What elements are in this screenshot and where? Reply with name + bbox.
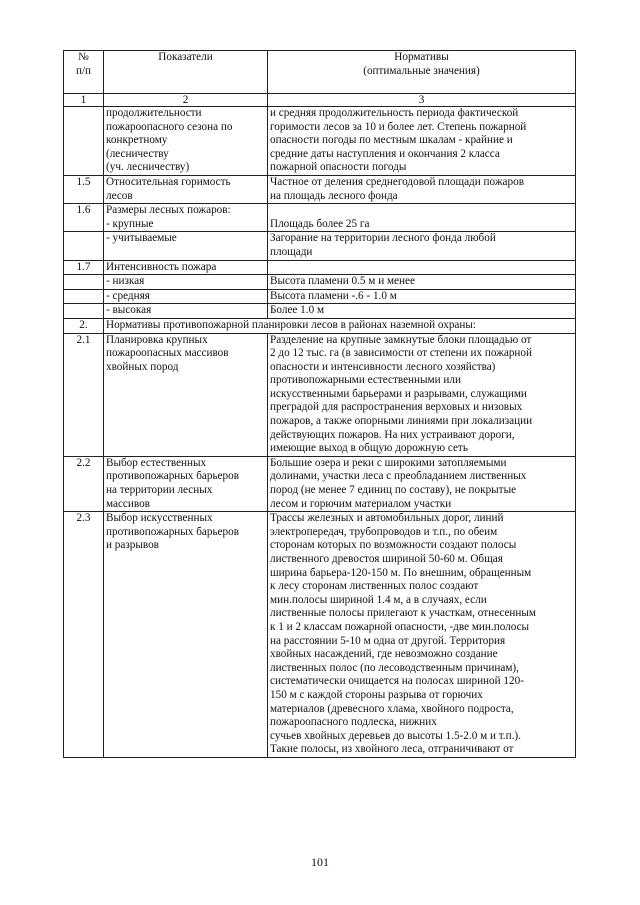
indicator-cell: Выбор искусственных противопожарных барьеров и разрывов — [104, 512, 268, 758]
norm-cell: Трассы железных и автомобильных дорог, линий электропередач, трубопроводов и т.п., по обеим сторонам которых по возможности создают полосы лиственного древостоя шириной 50-60 м. Общая ширина барьера-120-150 м. По внешним, обращенным к лесу сторонам лиственных полос создают мин.полосы шириной 1.4 м, а в случаях, если лиственные полосы прилегают к участкам, отнесенным к 1 и 2 классам пожарной опасности, -две мин.полосы на расстоянии 5-10 м одна от другой. Территория хвойных насаждений, где невозможно создание лиственных полос (по лесоводственным причинам), систематически очищается на полосах шириной 120- 150 м с каждой стороны разрыва от горючих материалов (древесного хлама, хвойного подроста, пожароопасного подлеска, нижних сучьев хвойных деревьев до высоты 1.5-2.0 м и т.п.). Такие полосы, из хвойного леса, отграничивают от — [268, 512, 576, 758]
row-number — [64, 232, 104, 260]
table-row — [64, 318, 576, 333]
row-number — [64, 107, 104, 176]
row-number: 2. — [64, 318, 104, 333]
page-number: 101 — [311, 855, 329, 869]
column-number: 3 — [268, 94, 576, 107]
norm-cell: Площадь более 25 га — [268, 204, 576, 232]
table-row — [64, 304, 576, 319]
header-number: № п/п — [64, 51, 104, 94]
header-norms: Нормативы (оптимальные значения) — [268, 51, 576, 94]
indicator-cell: - высокая — [104, 304, 268, 319]
norm-cell: Большие озера и реки с широкими затопляемыми долинами, участки леса с преобладанием лиственных пород (не менее 7 единиц по составу), не покрытые лесом и горючим материалом участки — [268, 456, 576, 511]
norm-cell: Частное от деления среднегодовой площади пожаров на площадь лесного фонда — [268, 175, 576, 203]
section-heading: Нормативы противопожарной планировки лесов в районах наземной охраны: — [104, 318, 576, 333]
column-number: 2 — [104, 94, 268, 107]
row-number: 2.2 — [64, 456, 104, 511]
header-indicators: Показатели — [104, 51, 268, 94]
indicator-cell: Интенсивность пожара — [104, 260, 268, 275]
row-number — [64, 289, 104, 304]
indicator-cell: Относительная горимость лесов — [104, 175, 268, 203]
column-number-row — [64, 94, 576, 107]
norms-table — [63, 50, 576, 758]
indicator-cell: Планировка крупных пожароопасных массивов хвойных пород — [104, 333, 268, 456]
row-number — [64, 275, 104, 290]
table-row — [64, 333, 576, 456]
indicator-cell: Размеры лесных пожаров: - крупные — [104, 204, 268, 232]
row-number — [64, 304, 104, 319]
norm-cell: Высота пламени -.6 - 1.0 м — [268, 289, 576, 304]
column-number: 1 — [64, 94, 104, 107]
indicator-cell: - низкая — [104, 275, 268, 290]
norm-cell: Высота пламени 0.5 м и менее — [268, 275, 576, 290]
norm-cell: Более 1.0 м — [268, 304, 576, 319]
norm-cell: Загорание на территории лесного фонда любой площади — [268, 232, 576, 260]
norm-cell — [268, 260, 576, 275]
indicator-cell: продолжительности пожароопасного сезона по конкретному (лесничеству (уч. лесничеству) — [104, 107, 268, 176]
table-header-row — [64, 51, 576, 94]
table-row — [64, 232, 576, 260]
table-row — [64, 289, 576, 304]
row-number: 2.1 — [64, 333, 104, 456]
indicator-cell: - средняя — [104, 289, 268, 304]
table-row — [64, 175, 576, 203]
indicator-cell: Выбор естественных противопожарных барьеров на территории лесных массивов — [104, 456, 268, 511]
table-row — [64, 107, 576, 176]
indicator-cell: - учитываемые — [104, 232, 268, 260]
table-row — [64, 275, 576, 290]
norm-cell: Разделение на крупные замкнутые блоки площадью от 2 до 12 тыс. га (в зависимости от степени их пожарной опасности и интенсивности лесного хозяйства) противопожарными естественными или искусственными барьерами и разрывами, служащими преградой для распространения верховых и низовых пожаров, а также опорными линиями при локализации действующих пожаров. На них устраивают дороги, имеющие выход в общую дорожную сеть — [268, 333, 576, 456]
row-number: 2.3 — [64, 512, 104, 758]
row-number: 1.5 — [64, 175, 104, 203]
table-row — [64, 260, 576, 275]
norm-cell: и средняя продолжительность периода фактической горимости лесов за 10 и более лет. Степень пожарной опасности погоды по местным шкалам - крайние и средние даты наступления и окончания 2 класса пожарной опасности погоды — [268, 107, 576, 176]
table-row — [64, 204, 576, 232]
row-number: 1.6 — [64, 204, 104, 232]
table-row — [64, 456, 576, 511]
table-body — [64, 107, 576, 758]
row-number: 1.7 — [64, 260, 104, 275]
table-row — [64, 512, 576, 758]
